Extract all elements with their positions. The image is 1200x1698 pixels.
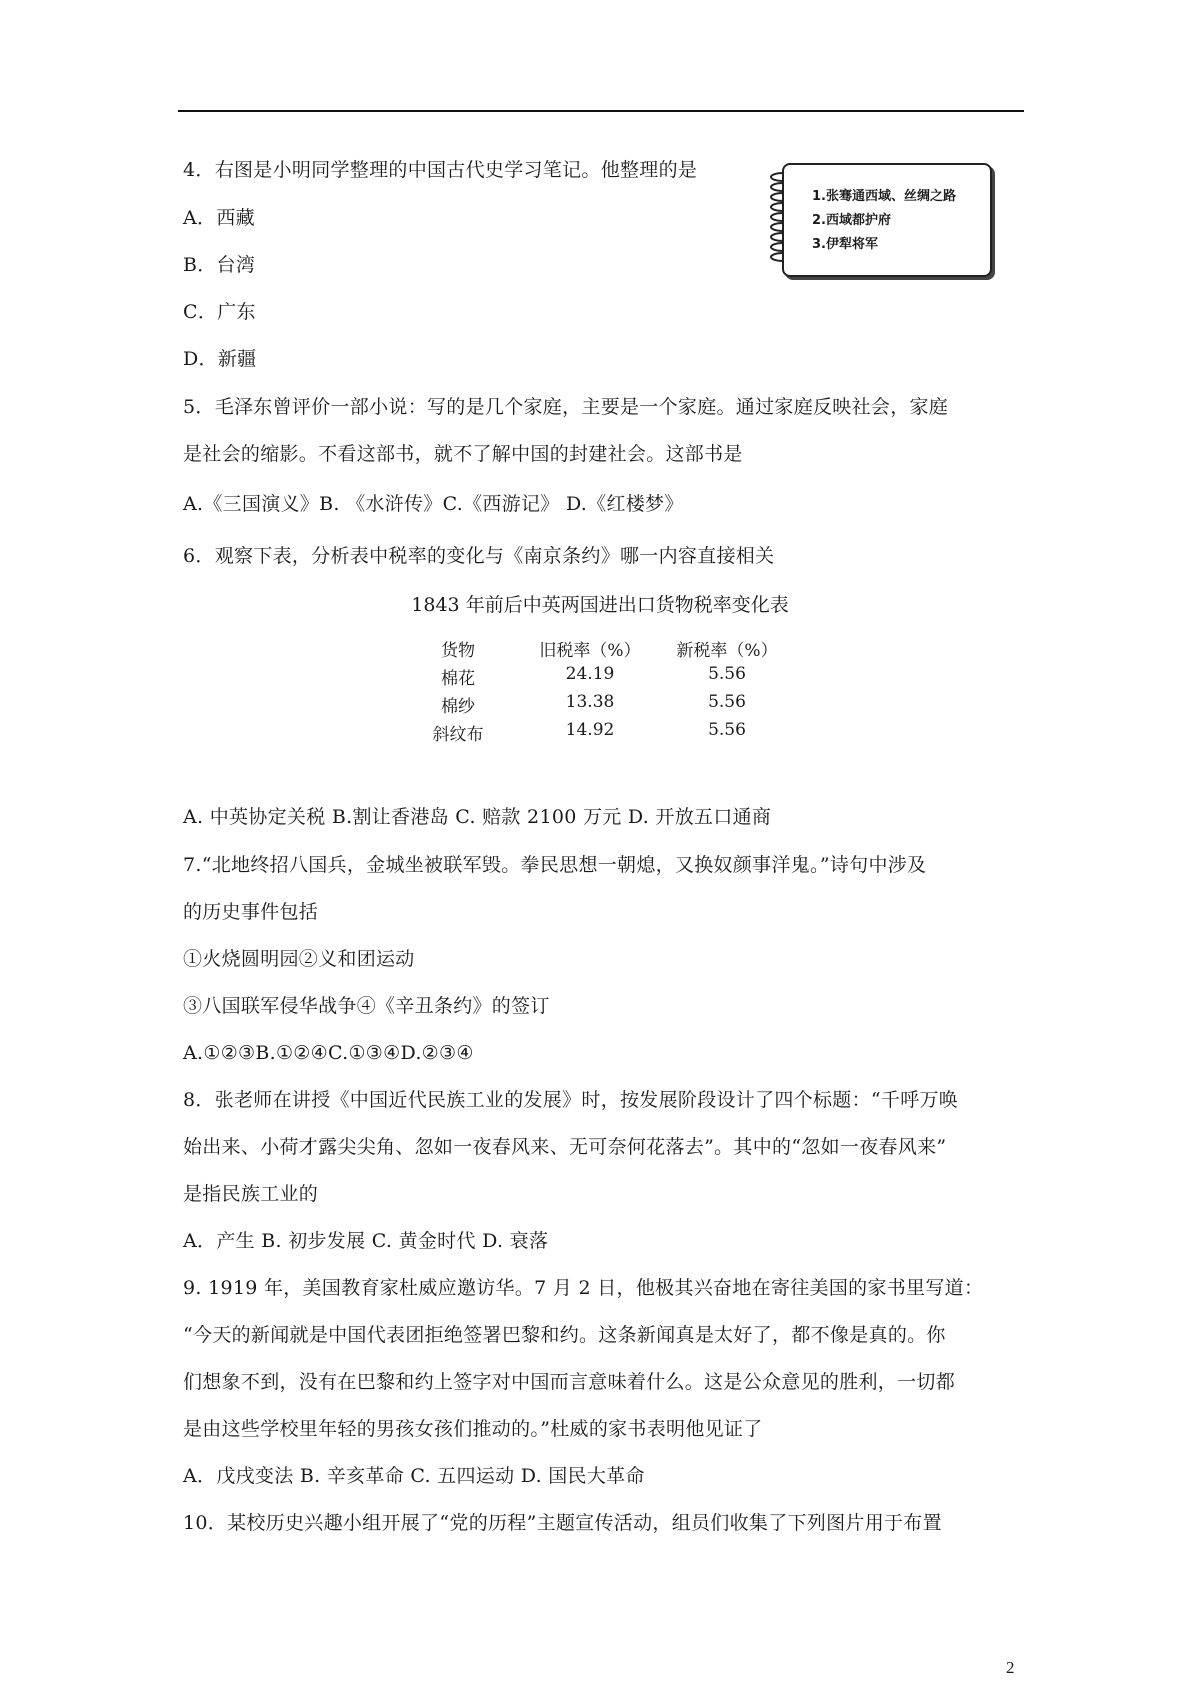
question-6-stem: 6．观察下表，分析表中税率的变化与《南京条约》哪一内容直接相关 bbox=[183, 545, 775, 567]
notebook-line-1: 1.张骞通西域、丝绸之路 bbox=[812, 189, 956, 204]
question-8-stem: 8．张老师在讲授《中国近代民族工业的发展》时，按发展阶段设计了四个标题：“千呼万唤 bbox=[183, 1089, 959, 1111]
q7-item-1-2: ①火烧圆明园②义和团运动 bbox=[183, 948, 415, 970]
question-9-stem: 9. 1919 年，美国教育家杜威应邀访华。7 月 2 日，他极其兴奋地在寄往美国的家书里写道： bbox=[183, 1277, 984, 1299]
q8-options: A．产生 B. 初步发展 C. 黄金时代 D. 衰落 bbox=[183, 1230, 549, 1252]
table-caption: 1843 年前后中英两国进出口货物税率变化表 bbox=[411, 594, 789, 616]
cell-new-rate: 5.56 bbox=[708, 720, 746, 740]
header-rule bbox=[178, 110, 1024, 112]
q4-option-b: B．台湾 bbox=[183, 254, 256, 276]
question-10-stem: 10．某校历史兴趣小组开展了“党的历程”主题宣传活动，组员们收集了下列图片用于布置 bbox=[183, 1512, 942, 1534]
question-5-stem: 5．毛泽东曾评价一部小说：写的是几个家庭，主要是一个家庭。通过家庭反映社会，家庭 bbox=[183, 396, 949, 418]
question-7-stem: 7.“北地终招八国兵，金城坐被联军毁。拳民思想一朝熄，又换奴颜事洋鬼。”诗句中涉及 bbox=[183, 854, 927, 876]
question-8-stem-end: 是指民族工业的 bbox=[183, 1183, 319, 1205]
header-new-rate: 新税率（%） bbox=[676, 641, 778, 661]
cell-goods: 斜纹布 bbox=[432, 725, 484, 745]
q9-options: A．戊戌变法 B. 辛亥革命 C. 五四运动 D. 国民大革命 bbox=[183, 1465, 645, 1487]
question-9-quote-3: 是由这些学校里年轻的男孩女孩们推动的。”杜威的家书表明他见证了 bbox=[183, 1418, 763, 1440]
table-row bbox=[0, 664, 1200, 692]
q4-option-d: D．新疆 bbox=[183, 348, 257, 370]
cell-goods: 棉花 bbox=[441, 669, 475, 689]
q5-options: A.《三国演义》B. 《水浒传》C.《西游记》 D.《红楼梦》 bbox=[183, 493, 684, 515]
q4-option-c: C．广东 bbox=[183, 301, 256, 323]
header-goods: 货物 bbox=[441, 641, 475, 661]
q7-item-3-4: ③八国联军侵华战争④《辛丑条约》的签订 bbox=[183, 995, 550, 1017]
cell-new-rate: 5.56 bbox=[708, 664, 746, 684]
q6-options: A. 中英协定关税 B.割让香港岛 C. 赔款 2100 万元 D. 开放五口通商 bbox=[183, 806, 772, 828]
cell-new-rate: 5.56 bbox=[708, 692, 746, 712]
notebook-image bbox=[768, 163, 992, 277]
notebook-line-3: 3.伊犁将军 bbox=[812, 237, 878, 252]
question-4-stem: 4．右图是小明同学整理的中国古代史学习笔记。他整理的是 bbox=[183, 159, 698, 181]
question-5-stem-cont: 是社会的缩影。不看这部书，就不了解中国的封建社会。这部书是 bbox=[183, 443, 743, 465]
q4-option-a: A．西藏 bbox=[183, 207, 255, 229]
cell-goods: 棉纱 bbox=[441, 697, 475, 717]
q7-options: A.①②③B.①②④C.①③④D.②③④ bbox=[183, 1042, 474, 1064]
table-row bbox=[0, 720, 1200, 748]
notebook-line-2: 2.西域都护府 bbox=[812, 213, 891, 228]
question-7-stem-cont: 的历史事件包括 bbox=[183, 901, 319, 923]
question-8-stem-cont: 始出来、小荷才露尖尖角、忽如一夜春风来、无可奈何花落去”。其中的“忽如一夜春风来” bbox=[183, 1136, 947, 1158]
cell-old-rate: 24.19 bbox=[565, 664, 615, 684]
header-old-rate: 旧税率（%） bbox=[539, 641, 641, 661]
page-number: 2 bbox=[1006, 1658, 1015, 1677]
question-9-quote-2: 们想象不到，没有在巴黎和约上签字对中国而言意味着什么。这是公众意见的胜利，一切都 bbox=[183, 1371, 956, 1393]
question-9-quote-1: “今天的新闻就是中国代表团拒绝签署巴黎和约。这条新闻真是太好了，都不像是真的。你 bbox=[183, 1324, 946, 1346]
cell-old-rate: 14.92 bbox=[565, 720, 615, 740]
table-header-row bbox=[0, 636, 1200, 664]
table-row bbox=[0, 692, 1200, 720]
cell-old-rate: 13.38 bbox=[565, 692, 615, 712]
